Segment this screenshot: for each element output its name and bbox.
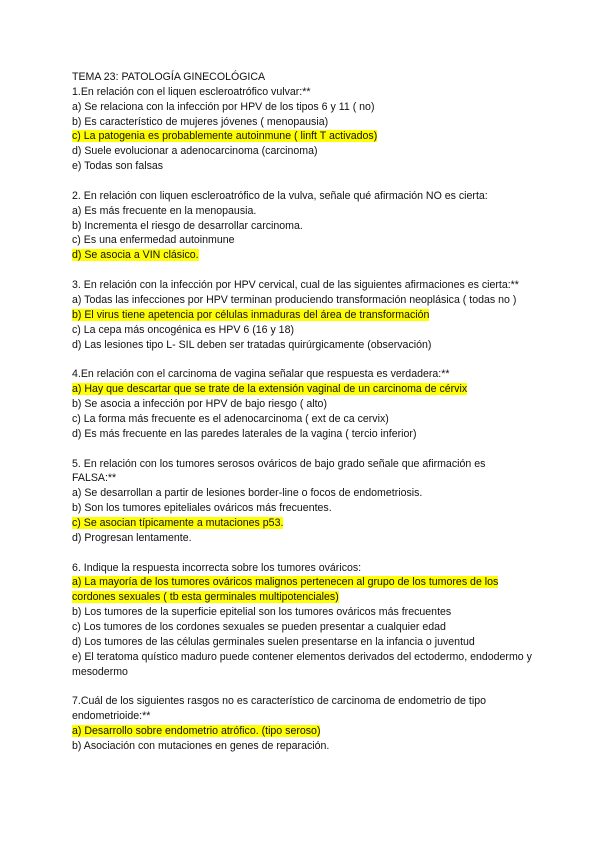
question-6-option-a-highlighted: a) La mayoría de los tumores ováricos malignos pertenecen al grupo de los tumores de los cordones sexuales ( tb esta germinales multipotenciales) (72, 576, 499, 604)
question-6-stem: 6. Indique la respuesta incorrecta sobre los tumores ováricos: (72, 561, 362, 574)
question-1-option-a: a) Se relaciona con la infección por HPV de los tipos 6 y 11 ( no) (72, 100, 375, 113)
question-1-option-b: b) Es característico de mujeres jóvenes ( menopausia) (72, 115, 329, 128)
question-2-option-d-highlighted: d) Se asocia a VIN clásico. (72, 249, 199, 262)
question-6-option-b: b) Los tumores de la superficie epitelial son los tumores ováricos más frecuentes (72, 606, 452, 619)
question-2-option-c: c) Es una enfermedad autoinmune (72, 234, 235, 247)
question-1-option-d: d) Suele evolucionar a adenocarcinoma (carcinoma) (72, 145, 318, 158)
question-7-stem: 7.Cuál de los siguientes rasgos no es característico de carcinoma de endometrio de tipo endometrioide:** (72, 695, 486, 723)
question-4-option-a-highlighted: a) Hay que descartar que se trate de la extensión vaginal de un carcinoma de cérvix (72, 383, 468, 396)
question-3-stem: 3. En relación con la infección por HPV cervical, cual de las siguientes afirmaciones es cierta:** (72, 279, 519, 292)
question-5-option-a: a) Se desarrollan a partir de lesiones border-line o focos de endometriosis. (72, 487, 423, 500)
question-6-option-d: d) Los tumores de las células germinales suelen presentarse en la infancia o juventud (72, 635, 475, 648)
question-3-option-b-highlighted: b) El virus tiene apetencia por células inmaduras del área de transformación (72, 308, 430, 321)
question-2-option-a: a) Es más frecuente en la menopausia. (72, 204, 257, 217)
question-1-option-c-highlighted: c) La patogenia es probablemente autoinmune ( linft T activados) (72, 130, 378, 143)
document-page (72, 70, 532, 754)
page-title: TEMA 23: PATOLOGÍA GINECOLÓGICA (72, 71, 266, 83)
question-3-option-a: a) Todas las infecciones por HPV terminan produciendo transformación neoplásica ( todas no ) (72, 293, 517, 306)
question-4-option-c: c) La forma más frecuente es el adenocarcinoma ( ext de ca cervix) (72, 412, 389, 425)
question-6-option-c: c) Los tumores de los cordones sexuales se pueden presentar a cualquier edad (72, 621, 446, 633)
question-5-option-d: d) Progresan lentamente. (72, 531, 192, 544)
question-2-stem: 2. En relación con liquen escleroatrófico de la vulva, señale qué afirmación NO es cierta: (72, 189, 488, 202)
question-5-stem: 5. En relación con los tumores serosos ováricos de bajo grado señale que afirmación es FALSA:** (72, 457, 486, 485)
question-3-option-c: c) La cepa más oncogénica es HPV 6 (16 y 18) (72, 323, 294, 336)
question-4-option-d: d) Es más frecuente en las paredes laterales de la vagina ( tercio inferior) (72, 427, 417, 440)
question-7-option-b: b) Asociación con mutaciones en genes de reparación. (72, 739, 330, 752)
question-5-option-c-highlighted: c) Se asocian típicamente a mutaciones p53. (72, 516, 284, 529)
question-7-option-a-highlighted: a) Desarrollo sobre endometrio atrófico. (tipo seroso) (72, 725, 321, 738)
question-2-option-b: b) Incrementa el riesgo de desarrollar carcinoma. (72, 219, 303, 232)
question-3-option-d: d) Las lesiones tipo L- SIL deben ser tratadas quirúrgicamente (observación) (72, 338, 432, 351)
question-5-option-b: b) Son los tumores epiteliales ováricos más frecuentes. (72, 502, 332, 515)
question-4-stem: 4.En relación con el carcinoma de vagina señalar que respuesta es verdadera:** (72, 368, 450, 381)
question-6-option-e: e) El teratoma quístico maduro puede contener elementos derivados del ectodermo, endodermo y mesodermo (72, 650, 532, 678)
question-1-stem: 1.En relación con el liquen escleroatrófico vulvar:** (72, 85, 311, 98)
question-4-option-b: b) Se asocia a infección por HPV de bajo riesgo ( alto) (72, 398, 327, 411)
question-1-option-e: e) Todas son falsas (72, 160, 164, 173)
